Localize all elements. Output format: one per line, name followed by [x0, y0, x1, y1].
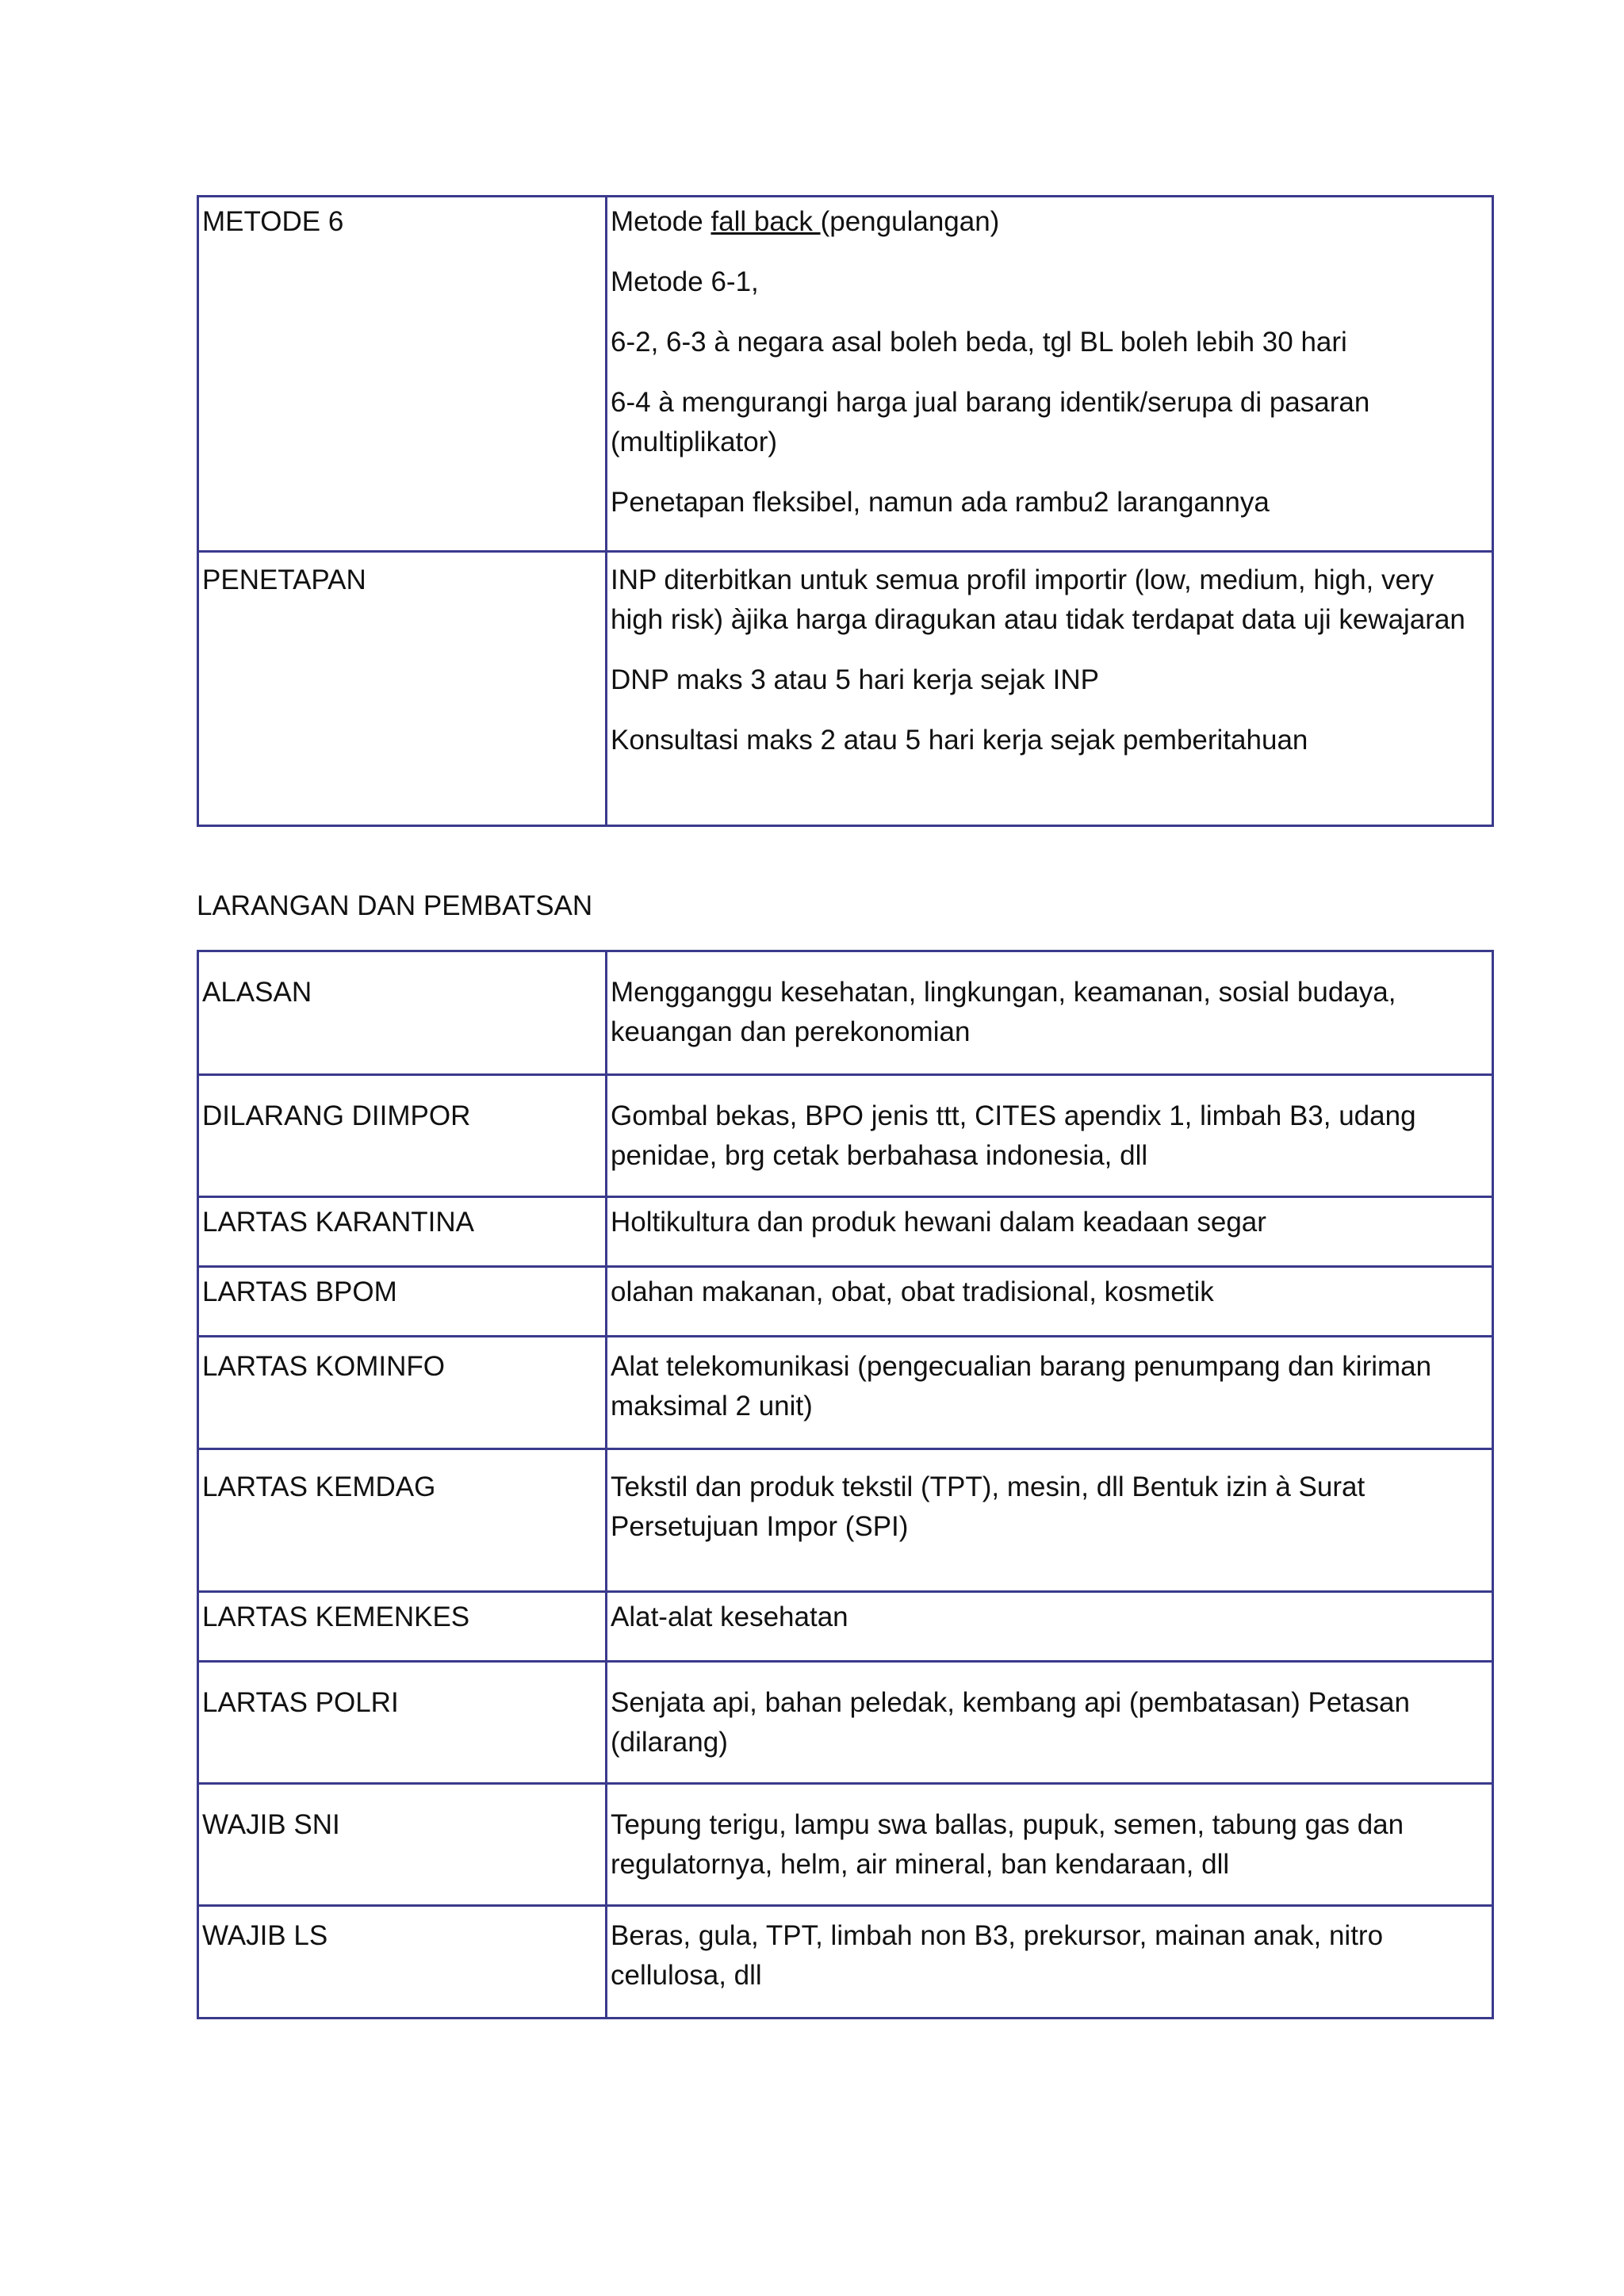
row-label: LARTAS POLRI — [198, 1662, 607, 1784]
row-value: Senjata api, bahan peledak, kembang api (pembatasan) Petasan (dilarang) — [607, 1662, 1493, 1784]
row-label: LARTAS KEMDAG — [198, 1449, 607, 1592]
table-row — [198, 1906, 1493, 2019]
table-row — [198, 1784, 1493, 1906]
row-label: LARTAS KOMINFO — [198, 1337, 607, 1449]
row-value — [607, 197, 1493, 552]
row-label: LARTAS BPOM — [198, 1267, 607, 1337]
underlined-term: fall back — [710, 206, 821, 237]
table-row — [198, 552, 1493, 826]
table-row — [198, 197, 1493, 552]
row-value: Mengganggu kesehatan, lingkungan, keamanan, sosial budaya, keuangan dan perekonomian — [607, 951, 1493, 1075]
table-row — [198, 1337, 1493, 1449]
row-value: Beras, gula, TPT, limbah non B3, prekursor, mainan anak, nitro cellulosa, dll — [607, 1906, 1493, 2019]
metode6-line: Penetapan fleksibel, namun ada rambu2 larangannya — [611, 487, 1270, 518]
penetapan-line: Konsultasi maks 2 atau 5 hari kerja sejak pemberitahuan — [611, 725, 1308, 756]
row-label: LARTAS KARANTINA — [198, 1197, 607, 1267]
table-row — [198, 1592, 1493, 1662]
section-heading: LARANGAN DAN PEMBATSAN — [197, 890, 593, 921]
penetapan-line: INP diterbitkan untuk semua profil importir (low, medium, high, very high risk) àjika harga diragukan atau tidak terdapat data uji kewajaran — [611, 564, 1465, 635]
row-label: WAJIB SNI — [198, 1784, 607, 1906]
metode6-line: Metode 6-1, — [611, 266, 759, 297]
row-value: Alat telekomunikasi (pengecualian barang penumpang dan kiriman maksimal 2 unit) — [607, 1337, 1493, 1449]
row-value: Tepung terigu, lampu swa ballas, pupuk, semen, tabung gas dan regulatornya, helm, air mineral, ban kendaraan, dll — [607, 1784, 1493, 1906]
table-row — [198, 1449, 1493, 1592]
table-row — [198, 1197, 1493, 1267]
penetapan-line: DNP maks 3 atau 5 hari kerja sejak INP — [611, 664, 1100, 695]
row-value: Alat-alat kesehatan — [607, 1592, 1493, 1662]
row-value: Gombal bekas, BPO jenis ttt, CITES apendix 1, limbah B3, udang penidae, brg cetak berbahasa indonesia, dll — [607, 1075, 1493, 1197]
restrictions-table — [197, 950, 1494, 2019]
row-label: WAJIB LS — [198, 1906, 607, 2019]
metode6-line: 6-2, 6-3 à negara asal boleh beda, tgl BL boleh lebih 30 hari — [611, 327, 1347, 358]
row-value: Holtikultura dan produk hewani dalam keadaan segar — [607, 1197, 1493, 1267]
row-value — [607, 552, 1493, 826]
text-fragment: Metode — [611, 206, 711, 237]
table-row — [198, 1267, 1493, 1337]
row-value: olahan makanan, obat, obat tradisional, kosmetik — [607, 1267, 1493, 1337]
row-label: LARTAS KEMENKES — [198, 1592, 607, 1662]
text-fragment: (pengulangan) — [820, 206, 1000, 237]
row-label: METODE 6 — [198, 197, 607, 552]
table-row — [198, 951, 1493, 1075]
row-value: Tekstil dan produk tekstil (TPT), mesin, dll Bentuk izin à Surat Persetujuan Impor (SPI) — [607, 1449, 1493, 1592]
metode6-line — [611, 202, 1488, 242]
valuation-table — [197, 195, 1494, 827]
row-label: ALASAN — [198, 951, 607, 1075]
row-label: DILARANG DIIMPOR — [198, 1075, 607, 1197]
row-label: PENETAPAN — [198, 552, 607, 826]
table-row — [198, 1075, 1493, 1197]
table-row — [198, 1662, 1493, 1784]
metode6-line: 6-4 à mengurangi harga jual barang identik/serupa di pasaran (multiplikator) — [611, 387, 1370, 457]
